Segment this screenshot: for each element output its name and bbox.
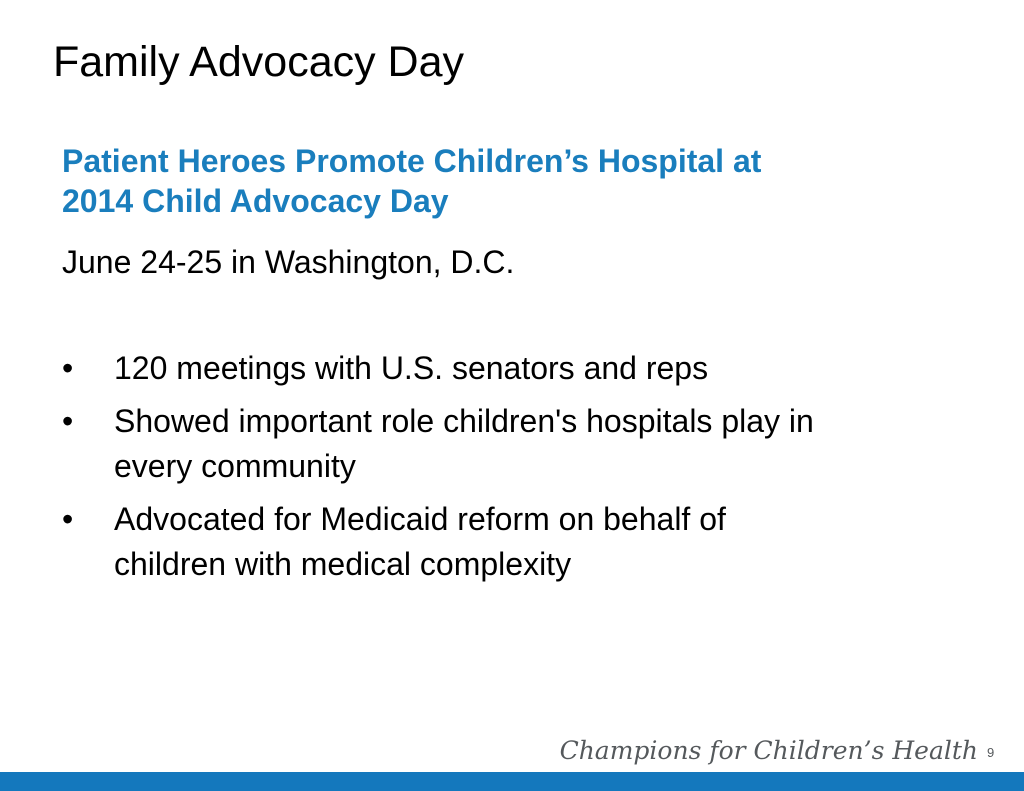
slide-subtitle bbox=[62, 141, 942, 221]
bullet-item bbox=[62, 399, 962, 489]
bullet-marker: • bbox=[62, 350, 74, 386]
slide-title: Family Advocacy Day bbox=[53, 38, 465, 86]
bullet-line: Advocated for Medicaid reform on behalf of bbox=[114, 501, 726, 537]
bullet-text bbox=[114, 497, 962, 587]
bullet-marker: • bbox=[62, 501, 74, 537]
bullet-list bbox=[62, 346, 962, 595]
date-location: June 24-25 in Washington, D.C. bbox=[62, 244, 515, 280]
bullet-text bbox=[114, 399, 962, 489]
bullet-item bbox=[62, 346, 962, 391]
bullet-line: 120 meetings with U.S. senators and reps bbox=[114, 350, 709, 386]
subtitle-line: Patient Heroes Promote Children’s Hospital at bbox=[62, 143, 762, 179]
bullet-item bbox=[62, 497, 962, 587]
bullet-marker: • bbox=[62, 403, 74, 439]
footer-bar bbox=[0, 772, 1024, 791]
subtitle-line: 2014 Child Advocacy Day bbox=[62, 183, 449, 219]
bullet-text bbox=[114, 346, 962, 391]
bullet-line: Showed important role children's hospitals play in bbox=[114, 403, 814, 439]
bullet-line: children with medical complexity bbox=[114, 546, 572, 582]
bullet-line: every community bbox=[114, 448, 356, 484]
page-number: 9 bbox=[987, 745, 995, 760]
footer-tagline: Champions for Children’s Health bbox=[559, 736, 978, 765]
